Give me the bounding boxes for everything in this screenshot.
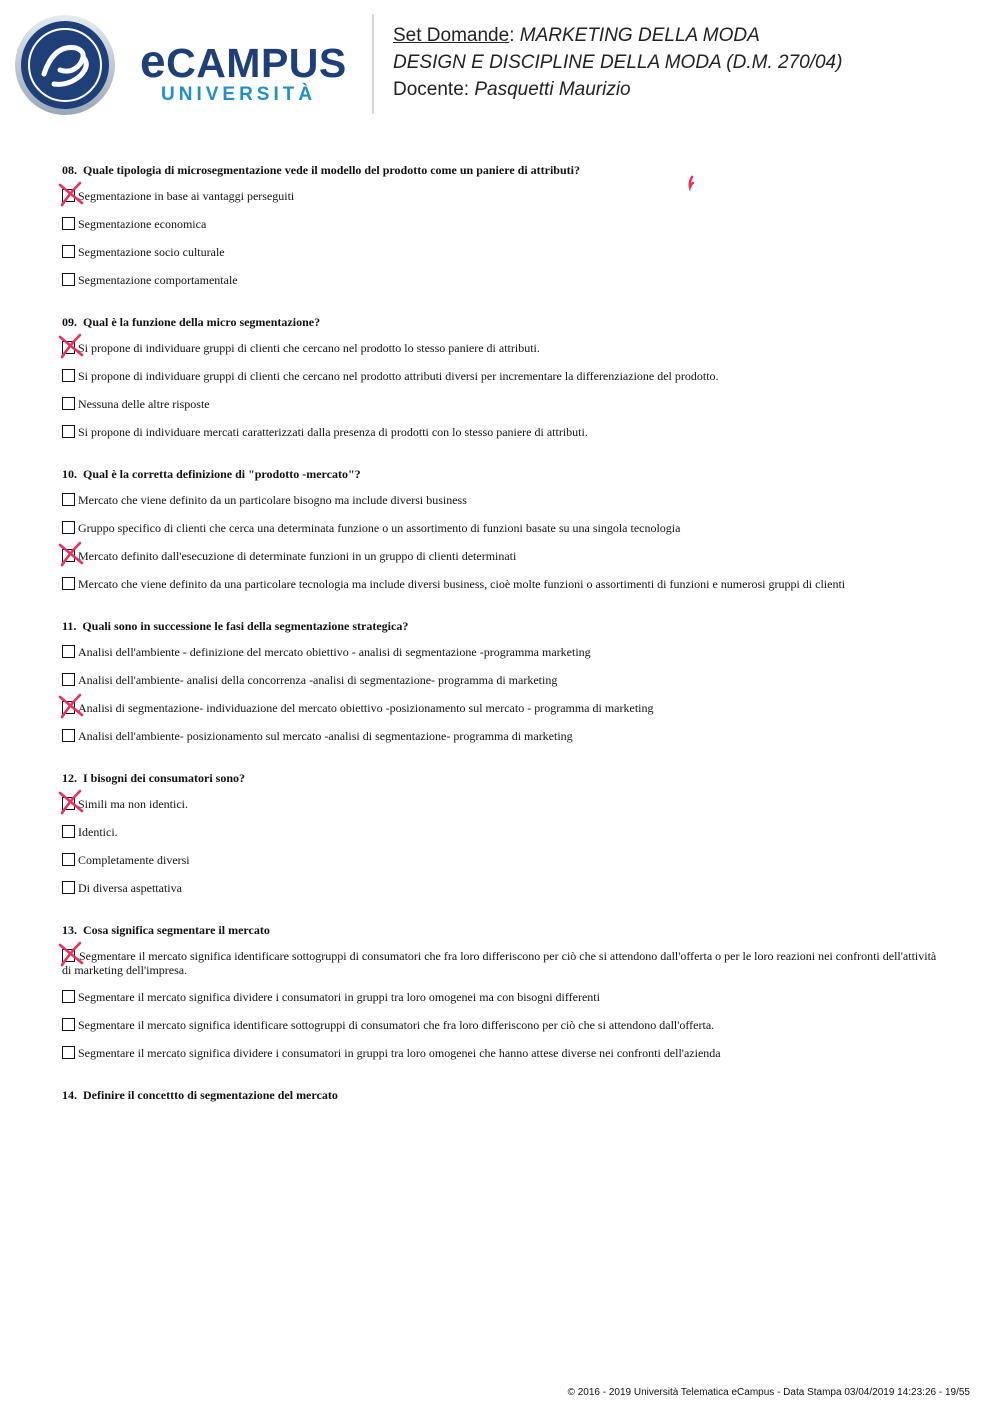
answer-option	[62, 949, 942, 977]
answer-text: Identici.	[78, 825, 118, 839]
question-number: 10.	[62, 467, 77, 481]
answer-checkbox[interactable]	[62, 673, 75, 686]
document-header	[393, 22, 842, 103]
answer-option	[62, 797, 942, 811]
answer-text: Mercato che viene definito da una particolare tecnologia ma include diversi business, cioè molte funzioni o assortimenti di funzioni e numerosi gruppi di clienti	[78, 577, 846, 591]
answer-option	[62, 217, 942, 231]
answer-text: Mercato che viene definito da un particolare bisogno ma include diversi business	[78, 493, 467, 507]
answer-checkbox[interactable]	[62, 397, 75, 410]
answer-option	[62, 189, 942, 203]
question-spacer	[62, 453, 942, 467]
answer-checkbox[interactable]	[62, 1046, 75, 1059]
question-spacer	[62, 909, 942, 923]
question-spacer	[62, 757, 942, 771]
answer-checkbox[interactable]	[62, 645, 75, 658]
question-text: Qual è la corretta definizione di "prodotto -mercato"?	[83, 467, 361, 481]
question-number: 13.	[62, 923, 77, 937]
answer-option	[62, 881, 942, 895]
question-title	[62, 315, 942, 329]
answer-checkbox[interactable]	[62, 493, 75, 506]
answer-checkbox[interactable]	[62, 549, 75, 562]
answer-option	[62, 825, 942, 839]
answer-text: Segmentare il mercato significa identificare sottogruppi di consumatori che fra loro differiscono per ciò che si attendono dall'offerta.	[78, 1018, 715, 1032]
answer-option	[62, 369, 942, 383]
answer-checkbox[interactable]	[62, 521, 75, 534]
answer-checkbox[interactable]	[62, 273, 75, 286]
docente-name: Pasquetti Maurizio	[474, 79, 631, 100]
answer-option	[62, 990, 942, 1004]
question-14	[62, 1088, 942, 1102]
answer-text: Mercato definito dall'esecuzione di determinate funzioni in un gruppo di clienti determinati	[78, 549, 517, 563]
question-text: Qual è la funzione della micro segmentazione?	[83, 315, 321, 329]
question-title	[62, 1088, 942, 1102]
logo-wordmark: eCAMPUS	[140, 35, 347, 87]
answer-option	[62, 701, 942, 715]
answer-text: Simili ma non identici.	[78, 797, 188, 811]
answer-option	[62, 1018, 942, 1032]
answer-text: Segmentazione socio culturale	[78, 245, 225, 259]
answer-text: Segmentare il mercato significa dividere i consumatori in gruppi tra loro omogenei ma con bisogni differenti	[78, 990, 600, 1004]
question-title	[62, 467, 942, 481]
answer-text: Analisi di segmentazione- individuazione del mercato obiettivo -posizionamento sul mercato - programma di marketing	[78, 701, 654, 715]
answer-checkbox[interactable]	[62, 729, 75, 742]
answer-checkbox[interactable]	[62, 949, 75, 962]
question-list	[62, 163, 942, 1114]
answer-checkbox[interactable]	[62, 1018, 75, 1031]
set-title-line: Set Domande: MARKETING DELLA MODA	[393, 25, 760, 46]
question-title	[62, 771, 942, 785]
answer-text: Analisi dell'ambiente- analisi della concorrenza -analisi di segmentazione- programma di marketing	[78, 673, 558, 687]
answer-checkbox[interactable]	[62, 217, 75, 230]
answer-checkbox[interactable]	[62, 425, 75, 438]
question-title	[62, 619, 942, 633]
answer-option	[62, 341, 942, 355]
answer-option	[62, 245, 942, 259]
answer-option	[62, 673, 942, 687]
answer-checkbox[interactable]	[62, 825, 75, 838]
course-line	[393, 49, 842, 76]
question-10	[62, 467, 942, 619]
answer-option	[62, 397, 942, 411]
answer-checkbox[interactable]	[62, 853, 75, 866]
answer-text: Analisi dell'ambiente- posizionamento sul mercato -analisi di segmentazione- programma di marketing	[78, 729, 573, 743]
question-number: 11.	[62, 619, 77, 633]
question-spacer	[62, 1074, 942, 1088]
answer-option	[62, 273, 942, 287]
question-12	[62, 771, 942, 923]
answer-text: Si propone di individuare gruppi di clienti che cercano nel prodotto attributi diversi per incrementare la differenziazione del prodotto.	[78, 369, 719, 383]
answer-text: Si propone di individuare gruppi di clienti che cercano nel prodotto lo stesso paniere di attributi.	[78, 341, 540, 355]
question-13	[62, 923, 942, 1088]
answer-checkbox[interactable]	[62, 189, 75, 202]
question-text: Definire il concettto di segmentazione del mercato	[83, 1088, 338, 1102]
question-number: 14.	[62, 1088, 77, 1102]
answer-checkbox[interactable]	[62, 990, 75, 1003]
answer-option	[62, 521, 942, 535]
answer-text: Segmentazione comportamentale	[78, 273, 238, 287]
question-number: 09.	[62, 315, 77, 329]
question-09	[62, 315, 942, 467]
answer-option	[62, 549, 942, 563]
page-footer: © 2016 - 2019 Università Telematica eCampus - Data Stampa 03/04/2019 14:23:26 - 19/55	[567, 1387, 970, 1398]
set-label: Set Domande	[393, 25, 510, 46]
answer-text: Segmentare il mercato significa identificare sottogruppi di consumatori che fra loro differiscono per ciò che si attendono dall'offerta o per le loro reazioni nei confronti dell'attività di marketing dell'impresa.	[62, 949, 937, 977]
answer-checkbox[interactable]	[62, 701, 75, 714]
question-number: 12.	[62, 771, 77, 785]
answer-text: Gruppo specifico di clienti che cerca una determinata funzione o un assortimento di funzioni basate su una singola tecnologia	[78, 521, 681, 535]
question-spacer	[62, 301, 942, 315]
answer-option	[62, 853, 942, 867]
question-title	[62, 163, 942, 177]
answer-checkbox[interactable]	[62, 245, 75, 258]
answer-text: Nessuna delle altre risposte	[78, 397, 210, 411]
answer-checkbox[interactable]	[62, 577, 75, 590]
docente-line	[393, 76, 842, 103]
answer-text: Di diversa aspettativa	[78, 881, 182, 895]
answer-checkbox[interactable]	[62, 881, 75, 894]
answer-checkbox[interactable]	[62, 341, 75, 354]
question-title	[62, 923, 942, 937]
question-11	[62, 619, 942, 771]
set-title: MARKETING DELLA MODA	[519, 25, 760, 46]
answer-option	[62, 493, 942, 507]
question-text: Cosa significa segmentare il mercato	[83, 923, 270, 937]
question-text: Quali sono in successione le fasi della segmentazione strategica?	[82, 619, 409, 633]
answer-text: Segmentare il mercato significa dividere i consumatori in gruppi tra loro omogenei che hanno attese diverse nei confronti dell'azienda	[78, 1046, 721, 1060]
answer-option	[62, 577, 942, 591]
answer-text: Analisi dell'ambiente - definizione del mercato obiettivo - analisi di segmentazione -programma marketing	[78, 645, 591, 659]
answer-text: Completamente diversi	[78, 853, 190, 867]
docente-label: Docente:	[393, 79, 470, 100]
question-08	[62, 163, 942, 315]
question-text: Quale tipologia di microsegmentazione vede il modello del prodotto come un paniere di attributi?	[83, 163, 580, 177]
answer-option	[62, 425, 942, 439]
answer-checkbox[interactable]	[62, 369, 75, 382]
header-divider	[372, 14, 374, 114]
answer-text: Segmentazione economica	[78, 217, 207, 231]
answer-option	[62, 1046, 942, 1060]
question-spacer	[62, 605, 942, 619]
answer-option	[62, 645, 942, 659]
answer-checkbox[interactable]	[62, 797, 75, 810]
answer-text: Si propone di individuare mercati caratterizzati dalla presenza di prodotti con lo stesso paniere di attributi.	[78, 425, 588, 439]
answer-text: Segmentazione in base ai vantaggi perseguiti	[78, 189, 295, 203]
answer-option	[62, 729, 942, 743]
question-number: 08.	[62, 163, 77, 177]
question-text: I bisogni dei consumatori sono?	[83, 771, 246, 785]
logo-subtitle: UNIVERSITÀ	[161, 84, 317, 105]
course-name: DESIGN E DISCIPLINE DELLA MODA (D.M. 270/04)	[393, 52, 843, 73]
